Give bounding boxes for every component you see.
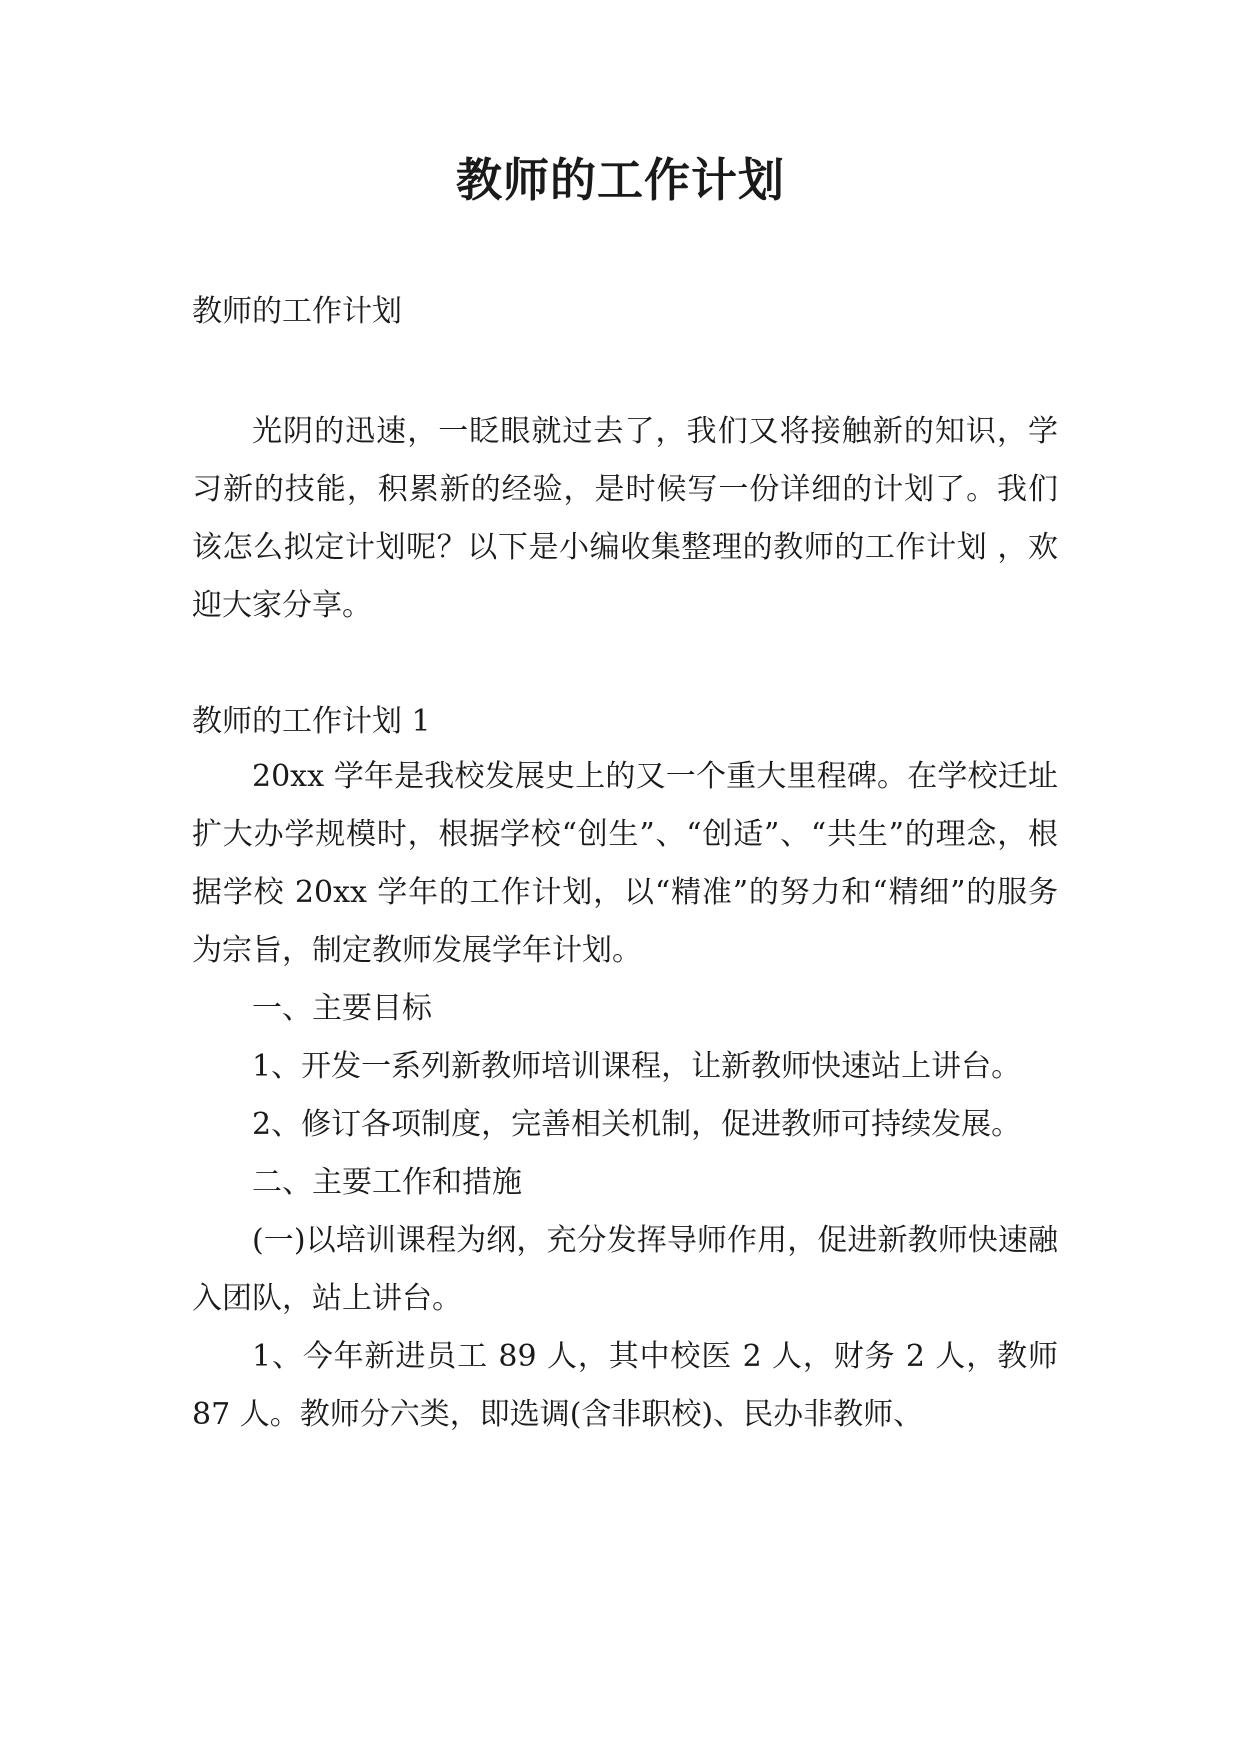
section-body xyxy=(192,748,1058,1444)
body-paragraph: (一)以培训课程为纲，充分发挥导师作用，促进新教师快速融入团队，站上讲台。 xyxy=(192,1223,1058,1316)
document-subtitle: 教师的工作计划 xyxy=(192,294,402,329)
intro-block xyxy=(192,403,1058,635)
document-title: 教师的工作计划 xyxy=(456,153,785,207)
goal-item: 2、修订各项制度，完善相关机制，促进教师可持续发展。 xyxy=(252,1107,1022,1142)
goal-item: 1、开发一系列新教师培训课程，让新教师快速站上讲台。 xyxy=(252,1049,1022,1084)
body-paragraph: 1、今年新进员工 89 人，其中校医 2 人，财务 2 人，教师 87 人。教师分六类，即选调(含非职校)、民办非教师、 xyxy=(192,1339,1058,1432)
heading-main-goals: 一、主要目标 xyxy=(252,991,432,1026)
section-heading: 教师的工作计划 1 xyxy=(192,704,431,739)
body-paragraph: 20xx 学年是我校发展史上的又一个重大里程碑。在学校迁址扩大办学规模时，根据学校“创生”、“创适”、“共生”的理念，根据学校 20xx 学年的工作计划，以“精准”的努力和“精细”的服务为宗旨，制定教师发展学年计划。 xyxy=(192,759,1058,968)
heading-main-work: 二、主要工作和措施 xyxy=(252,1165,522,1200)
intro-paragraph: 光阴的迅速，一眨眼就过去了，我们又将接触新的知识，学习新的技能，积累新的经验，是时候写一份详细的计划了。我们该怎么拟定计划呢？以下是小编收集整理的教师的工作计划 ，欢迎大家分享。 xyxy=(192,414,1058,623)
